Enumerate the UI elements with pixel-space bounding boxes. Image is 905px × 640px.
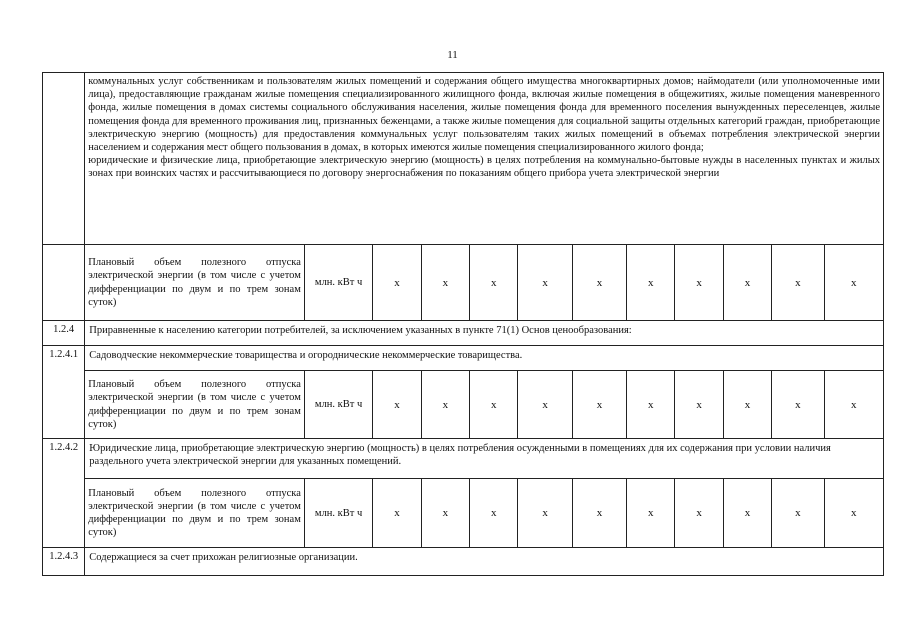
section-text: Садоводческие некоммерческие товарищества и огороднические некоммерческие товарищества.: [85, 346, 884, 371]
value-cell: х: [675, 479, 723, 548]
value-cell: х: [627, 245, 675, 321]
intro-paragraph: юридические и физические лица, приобретающие электрическую энергию (мощность) в целях потребления на коммунально-бытовые нужды в населенных пунктах и жилых зонах при воинских частях и рассчитывающиеся по договору энергоснабжения по показаниям общего прибора учета электрической энергии: [88, 155, 880, 180]
value-cell: х: [824, 479, 883, 548]
section-number: 1.2.4.3: [43, 548, 85, 576]
value-cell: х: [627, 371, 675, 439]
intro-paragraph: коммунальных услуг собственникам и пользователям жилых помещений и содержания общего имущества многоквартирных домов; наймодатели (или уполномоченные ими лица), предоставляющие гражданам жилые помещения специализированного жилищного фонда, включая жилые помещения в общежитиях, жилые помещения маневренного фонда, жилые помещения в домах системы социального обслуживания населения, жилые помещения фонда для временного поселения вынужденных переселенцев, жилые помещения фонда для временного проживания лиц, признанных беженцами, а также жилые помещения для социальной защиты отдельных категорий граждан, приобретающие электрическую энергию (мощность) для предоставления коммунальных услуг пользователям таких жилых помещений в объемах потребления электрической энергии населением и содержания мест общего пользования в домах, в которых имеются жилые помещения специализированного жилого фонда;: [88, 76, 880, 154]
table-row: [43, 479, 884, 548]
value-cell: х: [824, 371, 883, 439]
value-cell: х: [723, 371, 771, 439]
unit-cell: млн. кВт ч: [304, 479, 372, 548]
row-label: Плановый объем полезного отпуска электрической энергии (в том числе с учетом дифференциации по двум и по трем зонам суток): [85, 479, 305, 548]
value-cell: х: [627, 479, 675, 548]
value-cell: х: [373, 371, 421, 439]
value-cell: х: [772, 371, 824, 439]
value-cell: х: [518, 479, 572, 548]
value-cell: х: [572, 479, 626, 548]
value-cell: х: [824, 245, 883, 321]
value-cell: х: [470, 479, 518, 548]
value-cell: х: [572, 245, 626, 321]
value-cell: х: [675, 245, 723, 321]
intro-text: [85, 73, 884, 245]
section-text: Содержащиеся за счет прихожан религиозные организации.: [85, 548, 884, 576]
value-cell: х: [518, 371, 572, 439]
intro-row: [43, 73, 884, 245]
row-label: Плановый объем полезного отпуска электрической энергии (в том числе с учетом дифференциации по двум и по трем зонам суток): [85, 245, 305, 321]
value-cell: х: [421, 245, 469, 321]
num-cell-empty: [43, 73, 85, 245]
table-row: [43, 371, 884, 439]
unit-cell: млн. кВт ч: [304, 371, 372, 439]
row-label: Плановый объем полезного отпуска электрической энергии (в том числе с учетом дифференциации по двум и по трем зонам суток): [85, 371, 305, 439]
value-cell: х: [421, 479, 469, 548]
value-cell: х: [470, 245, 518, 321]
section-row: [43, 321, 884, 346]
section-text: Юридические лица, приобретающие электрическую энергию (мощность) в целях потребления осужденными в помещениях для их содержания при условии наличия раздельного учета электрической энергии для указанных помещений.: [85, 439, 884, 479]
unit-cell: млн. кВт ч: [304, 245, 372, 321]
table-row: [43, 245, 884, 321]
value-cell: х: [723, 479, 771, 548]
page-number: 11: [447, 49, 458, 61]
value-cell: х: [772, 245, 824, 321]
value-cell: х: [373, 479, 421, 548]
section-row: [43, 548, 884, 576]
section-row: [43, 346, 884, 371]
section-row: [43, 439, 884, 479]
value-cell: х: [421, 371, 469, 439]
value-cell: х: [572, 371, 626, 439]
section-text: Приравненные к населению категории потребителей, за исключением указанных в пункте 71(1) Основ ценообразования:: [85, 321, 884, 346]
value-cell: х: [470, 371, 518, 439]
section-number: 1.2.4: [43, 321, 85, 346]
section-number: 1.2.4.1: [43, 346, 85, 439]
tariff-table: [42, 72, 884, 576]
value-cell: х: [772, 479, 824, 548]
value-cell: х: [518, 245, 572, 321]
num-cell-empty: [43, 245, 85, 321]
value-cell: х: [373, 245, 421, 321]
value-cell: х: [675, 371, 723, 439]
section-number: 1.2.4.2: [43, 439, 85, 548]
value-cell: х: [723, 245, 771, 321]
